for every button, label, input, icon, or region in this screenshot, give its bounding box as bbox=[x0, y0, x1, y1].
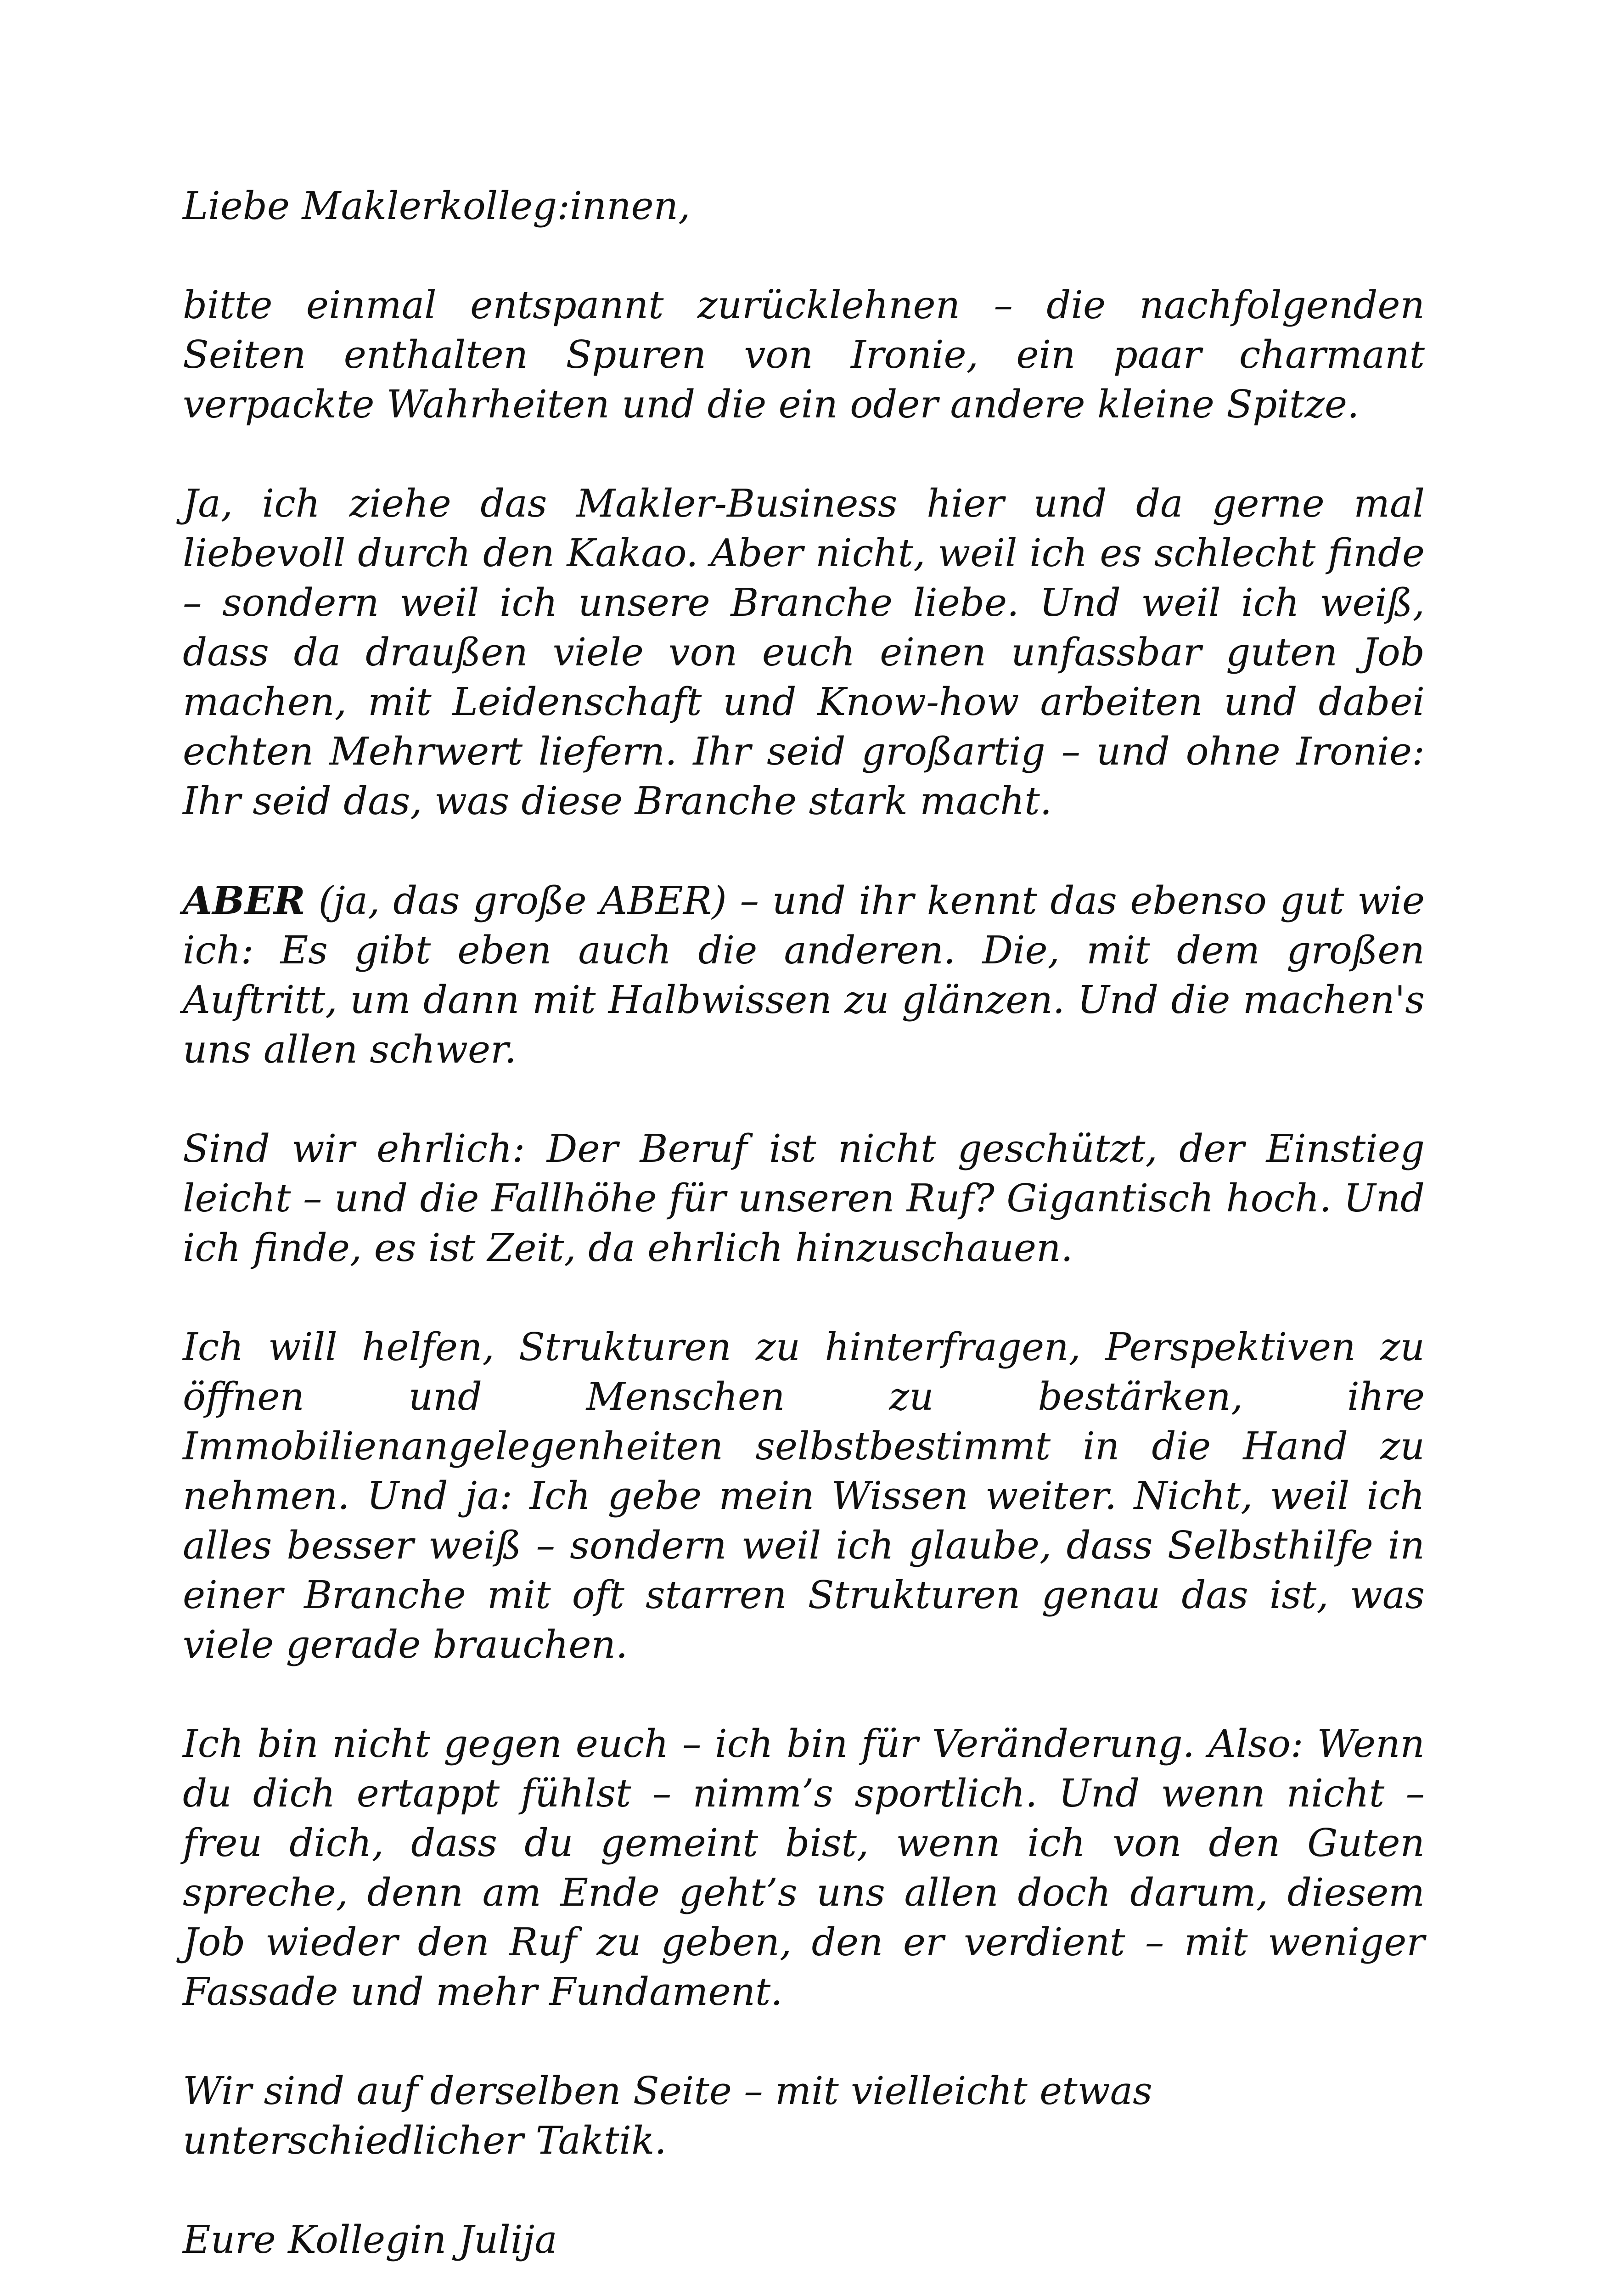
paragraph-intro: bitte einmal entspannt zurücklehnen – die nachfolgenden Seiten enthalten Spuren von Ironie, ein paar charmant verpackte Wahrheiten und die ein oder andere kleine Spitze. bbox=[183, 283, 1425, 427]
paragraph-aber bbox=[183, 876, 1425, 1075]
paragraph-aber-text: (ja, das große ABER) – und ihr kennt das ebenso gut wie ich: Es gibt eben auch die anderen. Die, mit dem großen Auftritt, um dann mit Halbwissen zu glänzen. Und die machen's uns allen schwer. bbox=[183, 878, 1425, 1072]
salutation: Liebe Maklerkolleg:innen, bbox=[183, 184, 691, 228]
paragraph-seite: Wir sind auf derselben Seite – mit vielleicht etwas unterschiedlicher Taktik. bbox=[183, 2069, 1152, 2163]
paragraph-ehrlich: Sind wir ehrlich: Der Beruf ist nicht geschützt, der Einstieg leicht – und die Fallhöhe für unseren Ruf? Gigantisch hoch. Und ich finde, es ist Zeit, da ehrlich hinzuschauen. bbox=[183, 1126, 1425, 1270]
letter-page bbox=[183, 181, 1425, 2296]
paragraph-kakao: Ja, ich ziehe das Makler-Business hier und da gerne mal liebevoll durch den Kakao. Aber nicht, weil ich es schlecht finde – sondern weil ich unsere Branche liebe. Und weil ich weiß, dass da draußen viele von euch einen unfassbar guten Job machen, mit Leidenschaft und Know-how arbeiten und dabei echten Mehrwert liefern. Ihr seid großartig – und ohne Ironie: Ihr seid das, was diese Branche stark macht. bbox=[183, 481, 1425, 823]
aber-emphasis: ABER bbox=[183, 878, 305, 923]
signature: Eure Kollegin Julija bbox=[183, 2217, 557, 2262]
paragraph-helfen: Ich will helfen, Strukturen zu hinterfragen, Perspektiven zu öffnen und Menschen zu bestärken, ihre Immobilienangelegenheiten selbstbestimmt in die Hand zu nehmen. Und ja: Ich gebe mein Wissen weiter. Nicht, weil ich alles besser weiß – sondern weil ich glaube, dass Selbsthilfe in einer Branche mit oft starren Strukturen genau das ist, was viele gerade brauchen. bbox=[183, 1325, 1425, 1667]
paragraph-veraenderung: Ich bin nicht gegen euch – ich bin für Veränderung. Also: Wenn du dich ertappt fühlst – nimm’s sportlich. Und wenn nicht – freu dich, dass du gemeint bist, wenn ich von den Guten spreche, denn am Ende geht’s uns allen doch darum, diesem Job wieder den Ruf zu geben, den er verdient – mit weniger Fassade und mehr Fundament. bbox=[183, 1722, 1425, 2014]
